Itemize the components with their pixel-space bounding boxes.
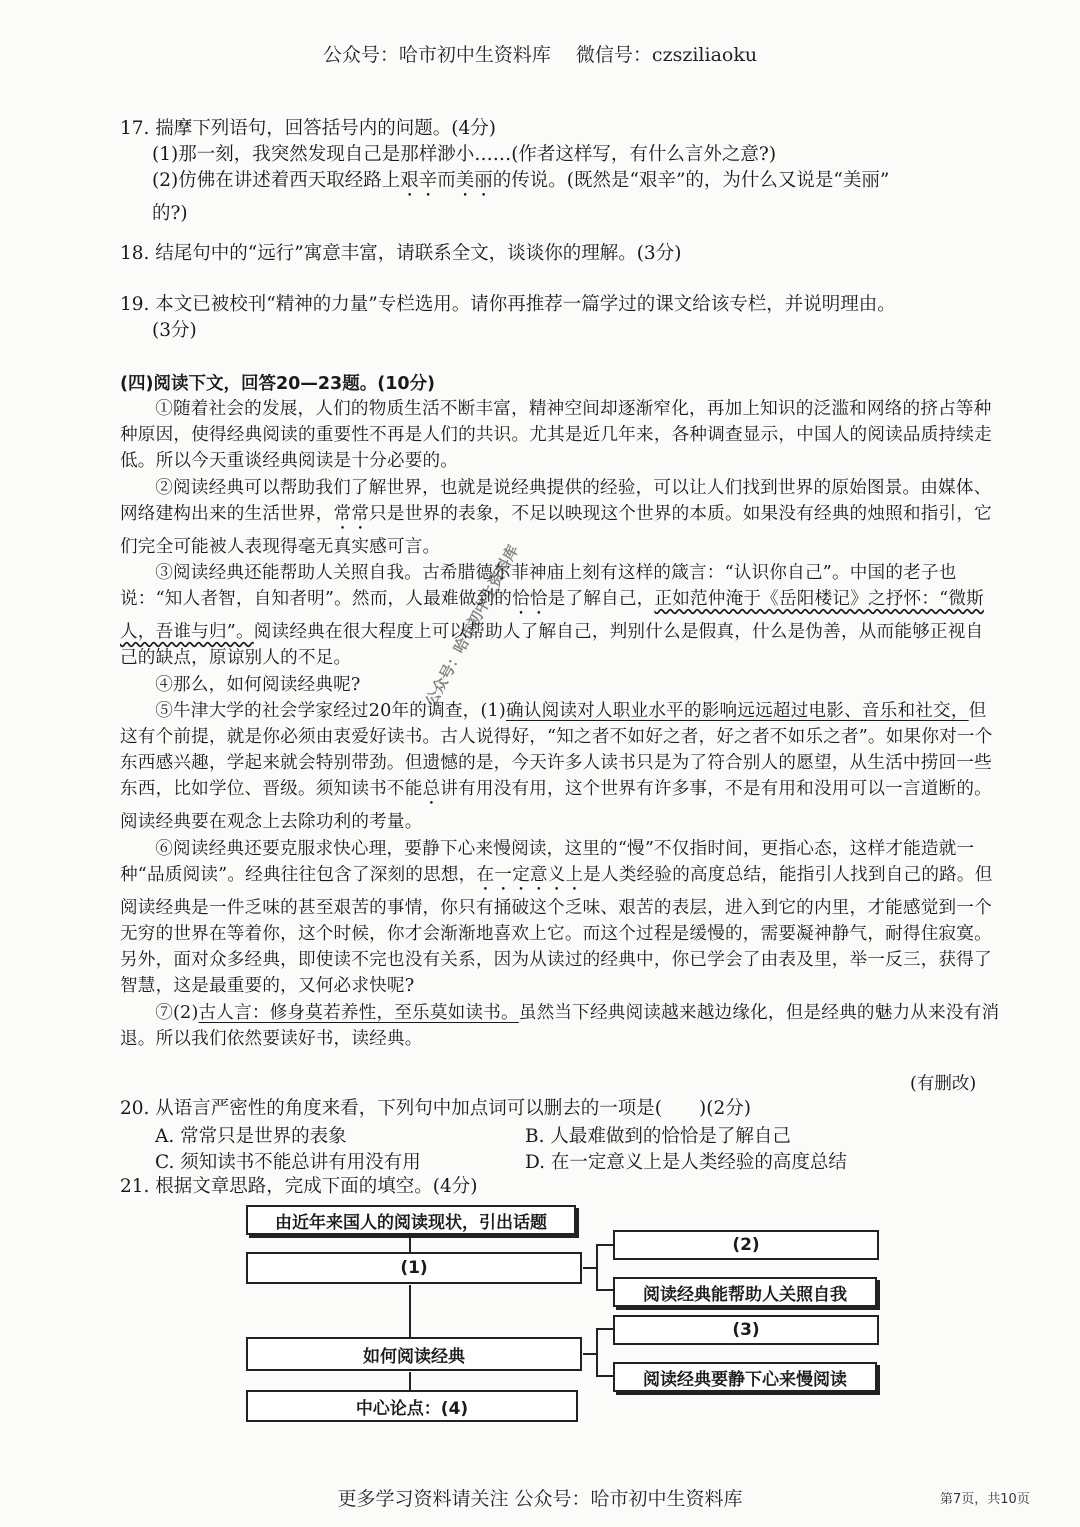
box-intro: 由近年来国人的阅读现状，引出话题	[246, 1205, 576, 1235]
p2-post: 只是世界的表象，不足以映现这个世界的本质。如果没有经典的烛照和指引，它们完全可能被人表现得毫无真实感可言。	[120, 503, 992, 557]
footer-text: 更多学习资料请关注 公众号：哈市初中生资料库	[337, 1488, 743, 1510]
bracket-2-stem	[583, 1353, 597, 1355]
section-4-title: (四)阅读下文，回答20—23题。(10分)	[120, 374, 436, 394]
q20-option-a[interactable]: A. 常常只是世界的表象	[155, 1126, 347, 1147]
p5-underlined: 确认阅读对人职业水平的影响远远超过电影、音乐和社交，	[506, 700, 969, 721]
box-slow: 阅读经典要静下心来慢阅读	[613, 1362, 877, 1392]
q20-title: 20. 从语言严密性的角度来看，下列句中加点词可以删去的一项是( )(2分)	[120, 1098, 751, 1119]
article-p7	[120, 1000, 1000, 1052]
bracket-1-bottom	[596, 1289, 613, 1291]
q17-title: 17. 揣摩下列语句，回答括号内的问题。(4分)	[120, 118, 497, 139]
article-source: (有删改)	[910, 1074, 977, 1094]
p5-pre: ⑤牛津大学的社会学家经过20年的调查，(1)	[155, 700, 506, 721]
q21-title: 21. 根据文章思路，完成下面的填空。(4分)	[120, 1176, 478, 1197]
question-18: 18. 结尾句中的“远行”寓意丰富，请联系全文，谈谈你的理解。(3分)	[120, 243, 682, 264]
article-p3	[120, 560, 1000, 672]
p3-mid: 是了解自己，	[547, 589, 655, 610]
page-number: 第7页，共10页	[940, 1492, 1030, 1507]
p7-underlined: 古人言：修身莫若养性，至乐莫如读书。	[198, 1002, 519, 1023]
article-p1: ①随着社会的发展，人们的物质生活不断丰富，精神空间却逐渐窄化，再加上知识的泛滥和网络的挤占等种种原因，使得经典阅读的重要性不再是人们的共识。尤其是近几年来，各种调查显示，中国人的阅读品质持续走低。所以今天重谈经典阅读是十分必要的。	[120, 399, 992, 472]
bracket-2-bottom	[596, 1375, 613, 1377]
p3-dotted: 恰恰	[512, 589, 548, 610]
p6-post: 是人类经验的高度总结，能指引人找到自己的路。但阅读经典是一件乏味的甚至艰苦的事情，你只有捅破这个乏味、艰苦的表层，进入到它的内里，才能感觉到一个无穷的世界在等着你，这个时候，你才会渐渐地喜欢上它。而这个过程是缓慢的，需要凝神静气，耐得住寂寞。另外，面对众多经典，即使读不完也没有关系，因为从读过的经典中，你已学会了由表及里，举一反三，获得了智慧，这是最重要的，又何必求快呢?	[120, 864, 993, 997]
q19-line1: 19. 本文已被校刊“精神的力量”专栏选用。请你再推荐一篇学过的课文给该专栏，并说明理由。	[120, 294, 896, 315]
q17-item2-pre: (2)仿佛在讲述着西天取经路上	[152, 170, 401, 191]
article-p6	[120, 836, 1000, 1000]
box-center[interactable]: 中心论点：(4)	[246, 1390, 578, 1422]
box-how: 如何阅读经典	[246, 1337, 582, 1371]
q20-option-c[interactable]: C. 须知读书不能总讲有用没有用	[155, 1152, 421, 1173]
arrow-line-1	[409, 1236, 411, 1252]
box-blank-1[interactable]: (1)	[246, 1252, 582, 1284]
article	[120, 396, 1000, 1052]
article-p5	[120, 698, 1000, 836]
p6-pre: ⑥阅读经典还要克服求快心理，要静下心来慢阅读，这里的“慢”不仅指时间，更指心态，这样才能造就一种“品质阅读”。经典往往包含了深刻的思想，	[120, 838, 975, 885]
p5-post: 但这有个前提，就是你必须由衷爱好读书。古人说得好，“知之者不如好之者，好之者不如乐之者”。如果你对一个东西感兴趣，学起来就会特别带劲。但遗憾的是，今天许多人读书只是为了符合别人的愿望，从生活中捞回一些东西，比如学位、晋级。须知读书不能	[120, 700, 993, 800]
q19-line2: (3分)	[152, 320, 197, 341]
article-p4: ④那么，如何阅读经典呢?	[155, 674, 361, 695]
box-blank-3[interactable]: (3)	[613, 1315, 879, 1345]
p5-dotted: 总	[422, 779, 441, 800]
q20-option-b[interactable]: B. 人最难做到的恰恰是了解自己	[525, 1126, 791, 1147]
q17-item2	[120, 168, 1005, 201]
box-blank-2[interactable]: (2)	[613, 1230, 879, 1260]
p3-pre: ③阅读经典还能帮助人关照自我。古希腊德尔菲神庙上刻有这样的箴言：“认识你自己”。中国的老子也说：“知人者智，自知者明”。然而，人最难做到的	[120, 563, 957, 610]
bracket-2-top	[596, 1328, 613, 1330]
watermark-stamp: 公众号：哈市初中生资料库	[421, 541, 523, 710]
bracket-1-vertical	[596, 1244, 598, 1290]
p3-wavy-underline: 正如范仲淹于《岳阳楼记》之抒怀：“微斯人，吾谁与归”。	[120, 589, 984, 643]
p2-dotted: 常常	[333, 503, 370, 524]
q17-item2-post: 的传说。(既然是“艰辛”的，为什么又说是“美丽”	[492, 170, 890, 191]
box-self: 阅读经典能帮助人关照自我	[613, 1277, 877, 1307]
q17-item2-mid: 而	[437, 170, 456, 191]
arrow-line-3	[409, 1372, 411, 1390]
bracket-1-stem	[583, 1267, 597, 1269]
q20-option-d[interactable]: D. 在一定意义上是人类经验的高度总结	[525, 1152, 847, 1173]
q17-item2-cont: 的?)	[152, 203, 188, 224]
q17-dotted-word-2: 美丽	[455, 170, 493, 191]
p6-dotted: 在一定意义上	[476, 864, 584, 885]
bracket-1-top	[596, 1244, 613, 1246]
p5-end: 讲有用没有用，这个世界有许多事，不是有用和没用可以一言道断的。阅读经典要在观念上去除功利的考量。	[120, 779, 992, 833]
q17-dotted-word-1: 艰辛	[400, 170, 438, 191]
header-text: 公众号：哈市初中生资料库 微信号：czsziliaoku	[322, 44, 758, 66]
p2-pre: ②阅读经典可以帮助我们了解世界，也就是说经典提供的经验，可以让人们找到世界的原始图景。由媒体、网络建构出来的生活世界，	[120, 477, 992, 524]
arrow-line-2	[409, 1285, 411, 1337]
article-p2	[120, 475, 1000, 560]
p7-pre: ⑦(2)	[155, 1002, 199, 1023]
question-17	[120, 116, 1005, 227]
bracket-2-vertical	[596, 1328, 598, 1376]
q17-item1: (1)那一刻，我突然发现自己是那样渺小……(作者这样写，有什么言外之意?)	[152, 144, 777, 165]
p3-post: 阅读经典在很大程度上可以帮助人了解自己，判别什么是假真，什么是伪善，从而能够正视自己的缺点，原谅别人的不足。	[120, 622, 984, 669]
question-19	[120, 292, 1005, 344]
p7-post: 虽然当下经典阅读越来越边缘化，但是经典的魅力从来没有消退。所以我们依然要读好书，读经典。	[120, 1002, 1000, 1049]
